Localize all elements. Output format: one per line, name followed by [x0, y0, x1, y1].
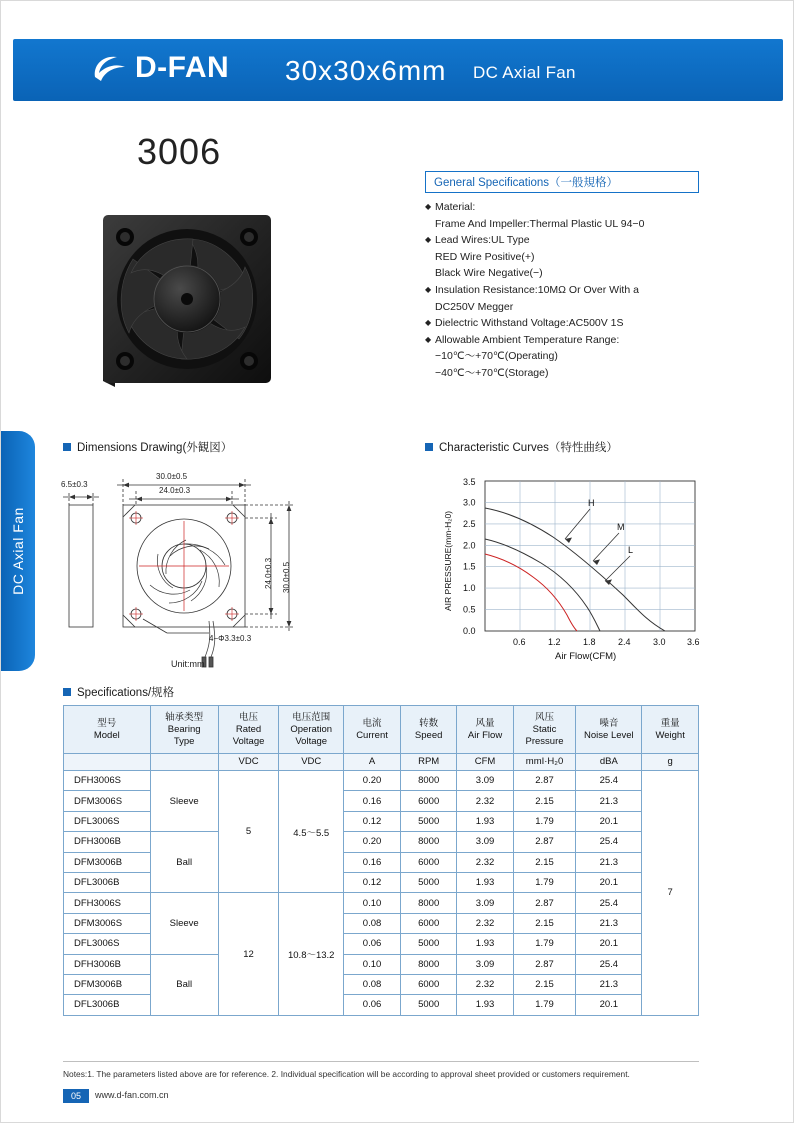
- dim-width-inner-label: 24.0±0.3: [159, 486, 191, 495]
- specifications-section-title: [63, 684, 174, 700]
- cell-model: DFL3006B: [64, 995, 151, 1015]
- unit-operation-voltage: VDC: [279, 754, 344, 771]
- general-spec-item: [425, 199, 725, 216]
- header-operation-voltage: 电压范围 Operation Voltage: [279, 706, 344, 754]
- general-spec-item: [425, 249, 725, 266]
- footer-divider: [63, 1061, 699, 1062]
- table-row: [64, 771, 699, 791]
- general-spec-text: Material:: [435, 201, 476, 213]
- cell-speed: 8000: [400, 832, 457, 852]
- y-tick: 3.5: [463, 477, 476, 487]
- cell-air-flow: 2.32: [457, 791, 513, 811]
- cell-noise-level: 20.1: [576, 934, 642, 954]
- cell-bearing: Sleeve: [150, 771, 218, 832]
- header-static-pressure: 风压 Static Pressure: [513, 706, 576, 754]
- cell-speed: 8000: [400, 771, 457, 791]
- cell-static-pressure: 1.79: [513, 811, 576, 831]
- cell-model: DFM3006S: [64, 791, 151, 811]
- product-size-title: 30x30x6mm: [285, 55, 447, 86]
- cell-noise-level: 25.4: [576, 893, 642, 913]
- x-tick: 1.2: [548, 637, 561, 647]
- y-tick: 2.5: [463, 518, 476, 529]
- side-tab-label: DC Axial Fan: [10, 507, 26, 595]
- chart-ylabel: AIR PRESSURE(mm-H₂0): [443, 510, 453, 611]
- general-spec-item: [425, 232, 725, 249]
- cell-air-flow: 2.32: [457, 852, 513, 872]
- cell-current: 0.20: [344, 771, 401, 791]
- diamond-bullet-icon: ◆: [425, 334, 432, 344]
- y-tick: 1.0: [463, 583, 476, 594]
- cell-static-pressure: 2.15: [513, 852, 576, 872]
- general-spec-text: −40℃～+70℃(Storage): [435, 366, 549, 379]
- general-spec-item: [425, 315, 725, 332]
- header-speed: 转数 Speed: [400, 706, 457, 754]
- cell-speed: 5000: [400, 934, 457, 954]
- unit-noise-level: dBA: [576, 754, 642, 771]
- page-header: [13, 39, 783, 101]
- header-air-flow: 风量 Air Flow: [457, 706, 513, 754]
- cell-speed: 5000: [400, 872, 457, 892]
- dim-height-inner-label: 24.0±0.3: [264, 557, 273, 589]
- unit-static-pressure: mmI·H₂0: [513, 754, 576, 771]
- general-spec-text: Dielectric Withstand Voltage:AC500V 1S: [435, 317, 624, 330]
- cell-bearing: Ball: [150, 954, 218, 1015]
- cell-noise-level: 25.4: [576, 954, 642, 974]
- dim-height-outer-label: 30.0±0.5: [282, 561, 291, 593]
- general-spec-text: DC250V Megger: [435, 300, 514, 313]
- cell-speed: 5000: [400, 811, 457, 831]
- table-unit-row: [64, 754, 699, 771]
- dim-hole-label: 4−Φ3.3±0.3: [209, 634, 252, 643]
- cell-air-flow: 2.32: [457, 913, 513, 933]
- fan-product-photo: [97, 201, 271, 387]
- unit-weight: g: [642, 754, 699, 771]
- y-tick: 2.0: [463, 540, 476, 551]
- cell-model: DFH3006B: [64, 832, 151, 852]
- cell-rated-voltage: 5: [218, 771, 279, 893]
- table-row: [64, 832, 699, 852]
- header-rated-voltage: 电压 Rated Voltage: [218, 706, 279, 754]
- cell-bearing: Sleeve: [150, 893, 218, 954]
- cell-air-flow: 3.09: [457, 832, 513, 852]
- x-tick: 3.0: [653, 637, 666, 647]
- cell-noise-level: 21.3: [576, 974, 642, 994]
- cell-static-pressure: 2.15: [513, 791, 576, 811]
- cell-static-pressure: 2.87: [513, 771, 576, 791]
- cell-model: DFH3006S: [64, 771, 151, 791]
- specifications-table: [63, 705, 699, 1016]
- cell-current: 0.10: [344, 954, 401, 974]
- square-bullet-icon: [63, 443, 71, 451]
- cell-static-pressure: 2.87: [513, 832, 576, 852]
- cell-noise-level: 21.3: [576, 852, 642, 872]
- x-tick: 3.6: [687, 637, 700, 647]
- general-spec-text: Insulation Resistance:10MΩ Or Over With a: [435, 283, 639, 296]
- cell-speed: 8000: [400, 954, 457, 974]
- general-spec-text: Black Wire Negative(−): [435, 267, 543, 280]
- header-model: 型号 Model: [64, 706, 151, 754]
- dimensions-title-text: Dimensions Drawing(外観図）: [77, 442, 233, 454]
- cell-speed: 6000: [400, 974, 457, 994]
- page-number-badge: 05: [63, 1089, 89, 1103]
- curves-section-title: [425, 439, 618, 455]
- cell-static-pressure: 1.79: [513, 934, 576, 954]
- cell-static-pressure: 2.87: [513, 954, 576, 974]
- square-bullet-icon: [63, 688, 71, 696]
- cell-weight: 7: [642, 771, 699, 1016]
- y-tick: 0.0: [463, 626, 476, 636]
- general-spec-item: [425, 348, 725, 365]
- dimensions-drawing: [59, 461, 389, 673]
- cell-air-flow: 3.09: [457, 954, 513, 974]
- cell-operation-voltage: 10.8～13.2: [279, 893, 344, 1015]
- general-spec-item: [425, 265, 725, 282]
- header-weight: 重量 Weight: [642, 706, 699, 754]
- y-tick: 1.5: [463, 561, 476, 572]
- model-title: 3006: [137, 131, 222, 172]
- cell-current: 0.12: [344, 872, 401, 892]
- specifications-title-text: Specifications/规格: [77, 687, 175, 699]
- characteristic-curves-chart: [425, 461, 745, 676]
- header-current: 电流 Current: [344, 706, 401, 754]
- unit-rated-voltage: VDC: [218, 754, 279, 771]
- cell-current: 0.16: [344, 852, 401, 872]
- cell-current: 0.06: [344, 995, 401, 1015]
- cell-noise-level: 20.1: [576, 872, 642, 892]
- cell-current: 0.12: [344, 811, 401, 831]
- cell-model: DFL3006S: [64, 934, 151, 954]
- unit-model: [64, 754, 151, 771]
- curves-title-text: Characteristic Curves（特性曲线）: [439, 442, 618, 454]
- general-spec-text: RED Wire Positive(+): [435, 250, 535, 263]
- general-specifications-heading: [425, 171, 699, 193]
- general-spec-text: Lead Wires:UL Type: [435, 234, 530, 247]
- general-spec-item: [425, 282, 725, 299]
- cell-current: 0.06: [344, 934, 401, 954]
- cell-static-pressure: 1.79: [513, 872, 576, 892]
- table-row: [64, 893, 699, 913]
- cell-model: DFH3006B: [64, 954, 151, 974]
- footer-website: www.d-fan.com.cn: [95, 1090, 169, 1100]
- cell-rated-voltage: 12: [218, 893, 279, 1015]
- table-row: [64, 954, 699, 974]
- cell-speed: 6000: [400, 852, 457, 872]
- general-spec-item: [425, 332, 725, 349]
- cell-model: DFL3006B: [64, 872, 151, 892]
- fan-swoosh-icon: [91, 51, 131, 85]
- y-tick: 3.0: [463, 497, 476, 508]
- y-tick: 0.5: [463, 604, 476, 615]
- dim-width-outer-label: 30.0±0.5: [156, 472, 188, 481]
- cell-speed: 8000: [400, 893, 457, 913]
- header-bearing: 轴承类型 Bearing Type: [150, 706, 218, 754]
- cell-noise-level: 21.3: [576, 913, 642, 933]
- curve-label-h: H: [588, 498, 595, 508]
- dim-thickness-label: 6.5±0.3: [61, 480, 88, 489]
- cell-speed: 6000: [400, 913, 457, 933]
- cell-air-flow: 3.09: [457, 771, 513, 791]
- cell-static-pressure: 2.87: [513, 893, 576, 913]
- x-tick: 0.6: [513, 637, 526, 647]
- diamond-bullet-icon: ◆: [425, 318, 432, 328]
- unit-air-flow: CFM: [457, 754, 513, 771]
- cell-static-pressure: 2.15: [513, 913, 576, 933]
- cell-model: DFH3006S: [64, 893, 151, 913]
- header-noise-level: 噪音 Noise Level: [576, 706, 642, 754]
- cell-air-flow: 1.93: [457, 811, 513, 831]
- cell-current: 0.20: [344, 832, 401, 852]
- cell-noise-level: 25.4: [576, 832, 642, 852]
- cell-noise-level: 25.4: [576, 771, 642, 791]
- cell-noise-level: 21.3: [576, 791, 642, 811]
- cell-air-flow: 1.93: [457, 872, 513, 892]
- unit-current: A: [344, 754, 401, 771]
- dimensions-section-title: [63, 439, 232, 455]
- cell-static-pressure: 1.79: [513, 995, 576, 1015]
- cell-speed: 5000: [400, 995, 457, 1015]
- table-header-row: [64, 706, 699, 754]
- cell-air-flow: 2.32: [457, 974, 513, 994]
- cell-model: DFM3006S: [64, 913, 151, 933]
- unit-bearing: [150, 754, 218, 771]
- general-spec-text: Allowable Ambient Temperature Range:: [435, 333, 620, 346]
- curve-label-m: M: [617, 522, 625, 532]
- cell-air-flow: 1.93: [457, 995, 513, 1015]
- general-spec-item: [425, 299, 725, 316]
- square-bullet-icon: [425, 443, 433, 451]
- diamond-bullet-icon: ◆: [425, 235, 432, 245]
- cell-air-flow: 3.09: [457, 893, 513, 913]
- cell-noise-level: 20.1: [576, 811, 642, 831]
- dim-unit-label: Unit:mm: [171, 659, 205, 669]
- curve-label-l: L: [628, 545, 634, 555]
- brand-logo: [91, 51, 229, 85]
- cell-model: DFM3006B: [64, 974, 151, 994]
- cell-model: DFL3006S: [64, 811, 151, 831]
- cell-current: 0.08: [344, 974, 401, 994]
- brand-name: D-FAN: [135, 51, 230, 84]
- cell-speed: 6000: [400, 791, 457, 811]
- x-tick: 2.4: [618, 637, 631, 647]
- general-specifications-title: General Specifications（一般規格）: [434, 177, 619, 189]
- general-spec-item: [425, 365, 725, 382]
- cell-model: DFM3006B: [64, 852, 151, 872]
- cell-bearing: Ball: [150, 832, 218, 893]
- diamond-bullet-icon: ◆: [425, 284, 432, 294]
- general-specifications-list: [425, 199, 725, 382]
- cell-current: 0.08: [344, 913, 401, 933]
- footer-notes: Notes:1. The parameters listed above are for reference. 2. Individual specification will be according to approval sheet provided or customers requirement.: [63, 1069, 630, 1079]
- general-spec-text: −10℃～+70℃(Operating): [435, 350, 558, 363]
- general-spec-text: Frame And Impeller:Thermal Plastic UL 94−0: [435, 217, 645, 230]
- unit-speed: RPM: [400, 754, 457, 771]
- product-type-subtitle: DC Axial Fan: [473, 63, 576, 82]
- diamond-bullet-icon: ◆: [425, 202, 432, 211]
- x-tick: 1.8: [583, 637, 596, 647]
- cell-noise-level: 20.1: [576, 995, 642, 1015]
- cell-current: 0.16: [344, 791, 401, 811]
- chart-xlabel: Air Flow(CFM): [555, 651, 617, 662]
- cell-static-pressure: 2.15: [513, 974, 576, 994]
- cell-current: 0.10: [344, 893, 401, 913]
- general-spec-item: [425, 216, 725, 233]
- cell-operation-voltage: 4.5～5.5: [279, 771, 344, 893]
- cell-air-flow: 1.93: [457, 934, 513, 954]
- side-tab-dc-axial-fan: [1, 431, 35, 671]
